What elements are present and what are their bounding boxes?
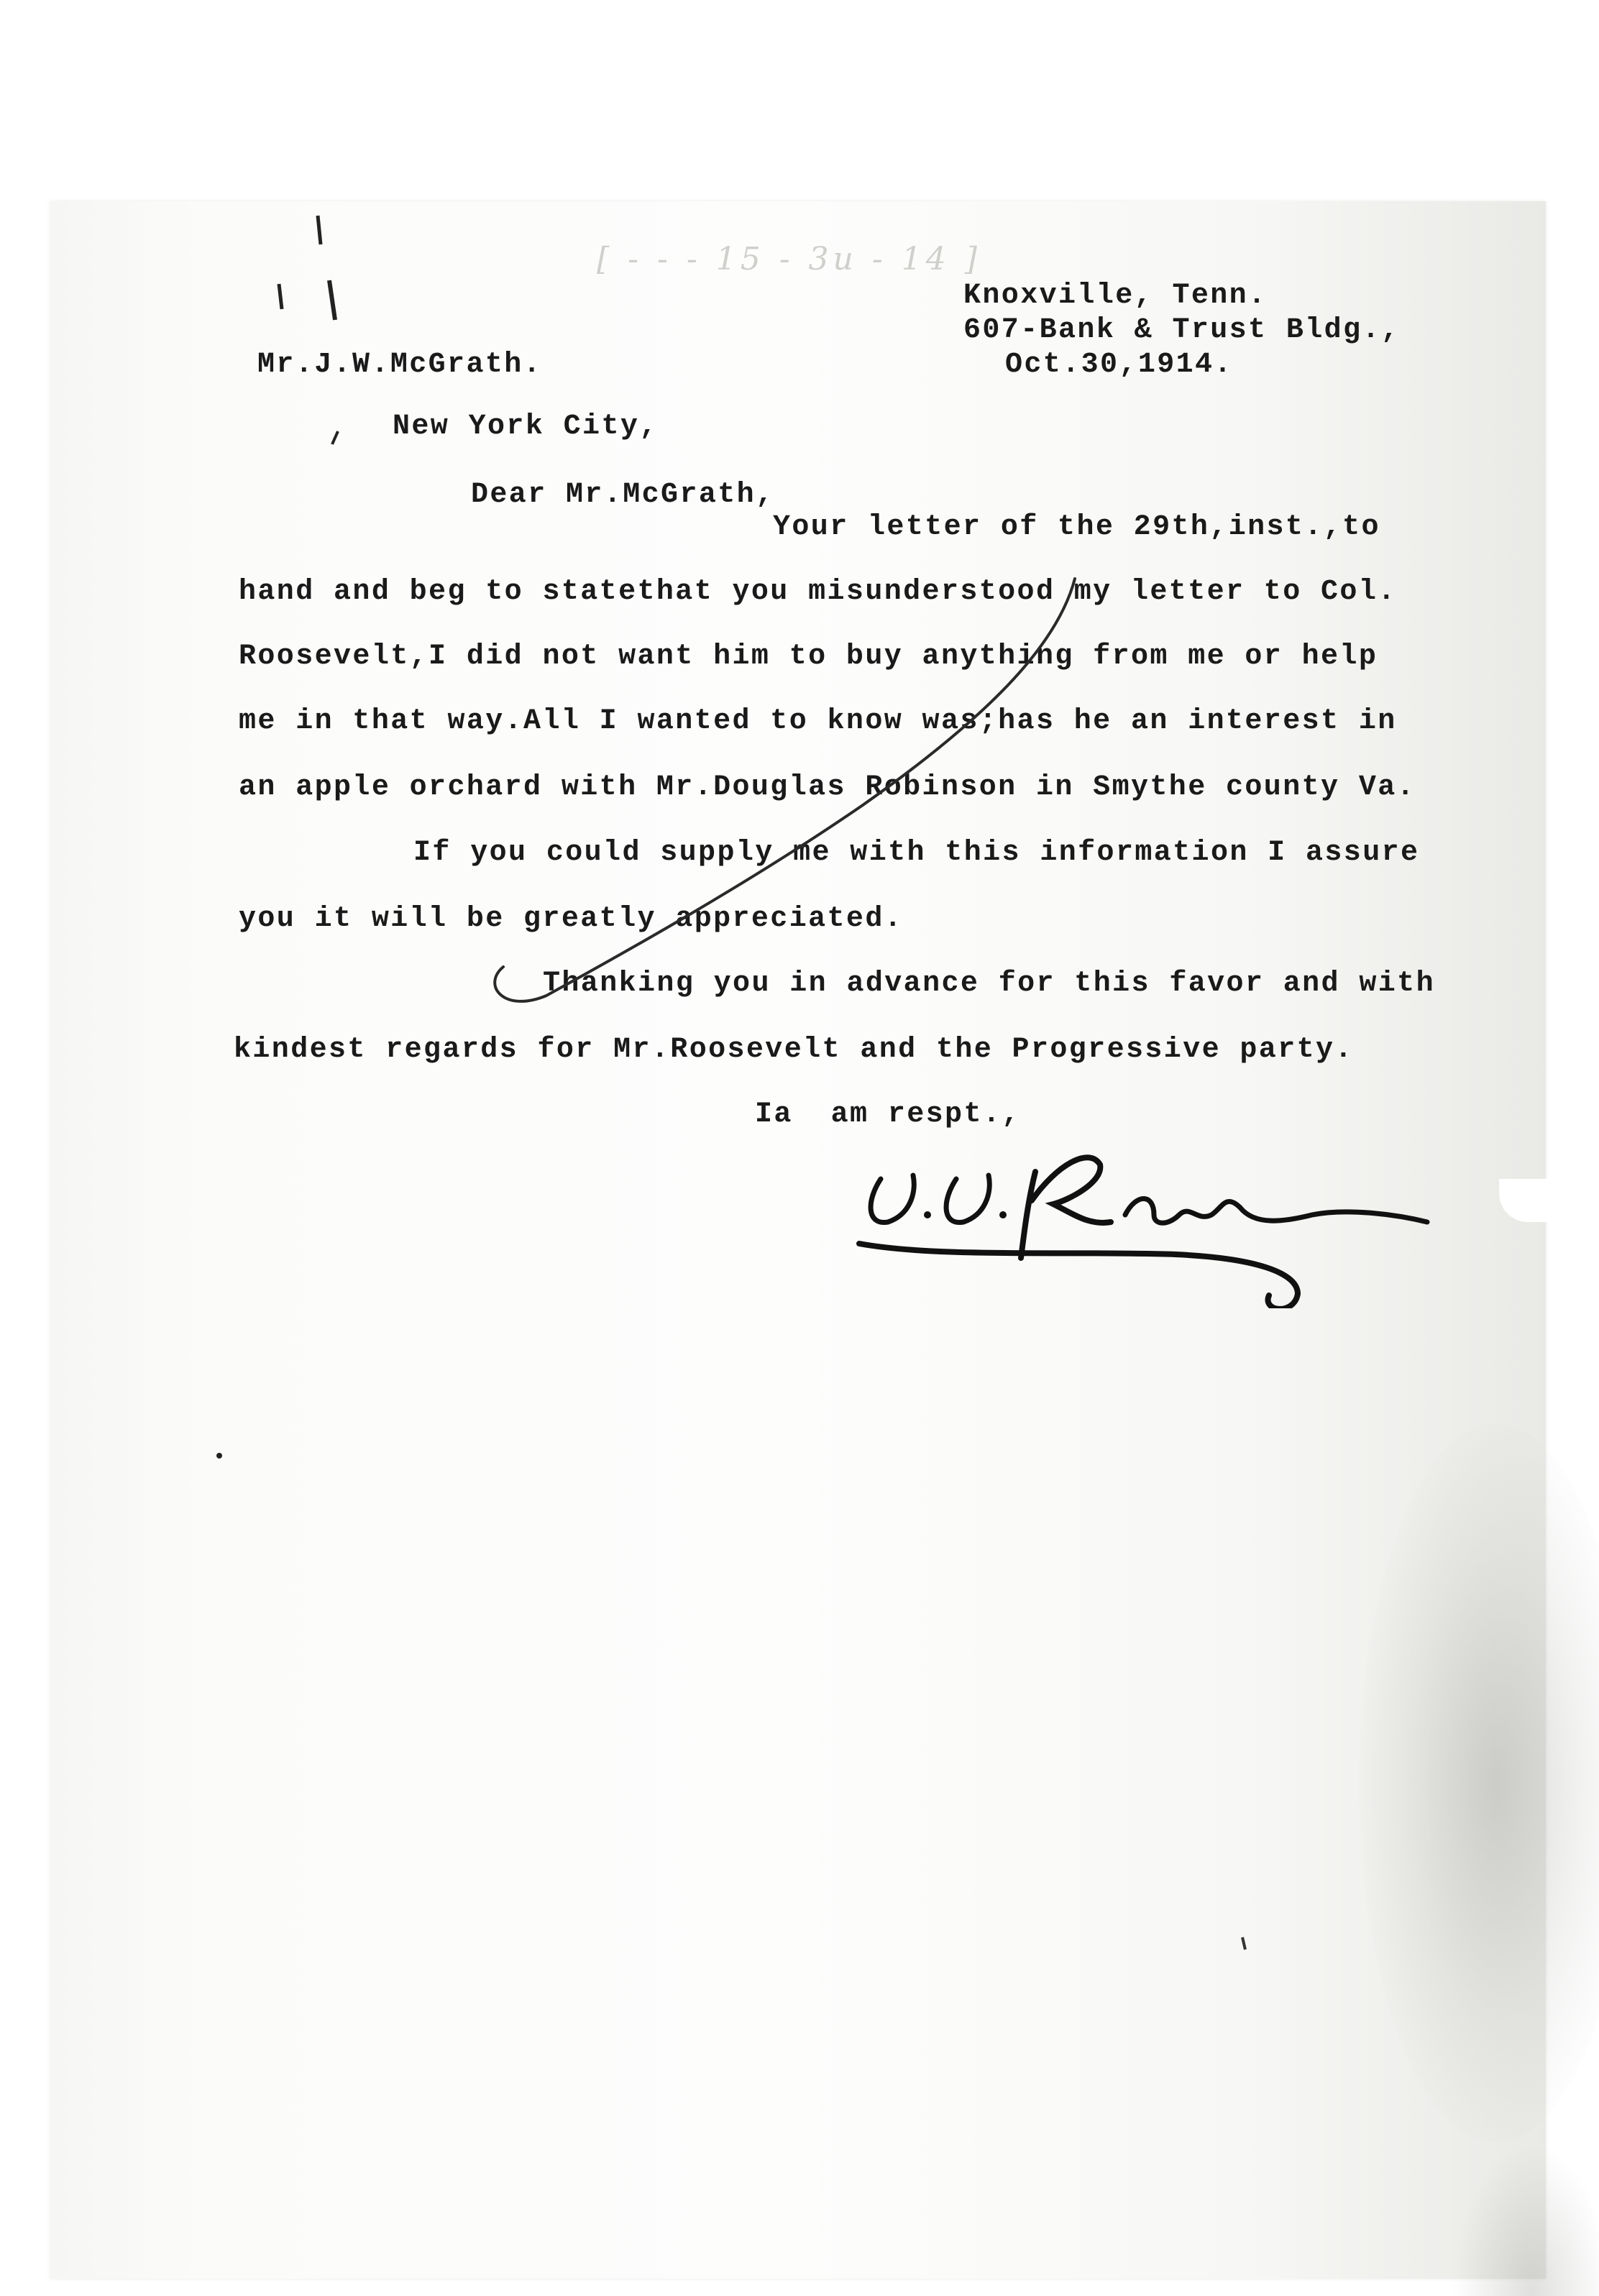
paper-stain [1452, 2142, 1599, 2296]
heading-date: Oct.30,1914. [1005, 349, 1233, 381]
body-line: you it will be greatly appreciated. [239, 903, 904, 935]
salutation: Dear Mr.McGrath, [471, 479, 775, 511]
recipient-city: New York City, [393, 410, 659, 443]
closing: Ia am respt., [755, 1098, 1021, 1131]
heading-city: Knoxville, Tenn. [963, 280, 1268, 312]
body-line: me in that way.All I wanted to know was;has he an interest in [239, 705, 1397, 738]
body-line: hand and beg to statethat you misunderstood my letter to Col. [239, 576, 1397, 608]
body-line: If you could supply me with this information I assure [413, 837, 1420, 869]
body-line: Thanking you in advance for this favor and with [543, 968, 1435, 1000]
body-line: Your letter of the 29th,inst.,to [773, 511, 1380, 543]
faint-pencil-note: [ - - - 15 - 3u - 14 ] [597, 241, 981, 277]
paper-stain [1359, 1423, 1599, 2142]
body-line: kindest regards for Mr.Roosevelt and the Progressive party. [234, 1034, 1354, 1066]
recipient-name: Mr.J.W.McGrath. [257, 349, 543, 381]
body-line: Roosevelt,I did not want him to buy anything from me or help [239, 640, 1378, 673]
heading-address: 607-Bank & Trust Bldg., [963, 314, 1401, 346]
body-line: an apple orchard with Mr.Douglas Robinson in Smythe county Va. [239, 771, 1416, 804]
